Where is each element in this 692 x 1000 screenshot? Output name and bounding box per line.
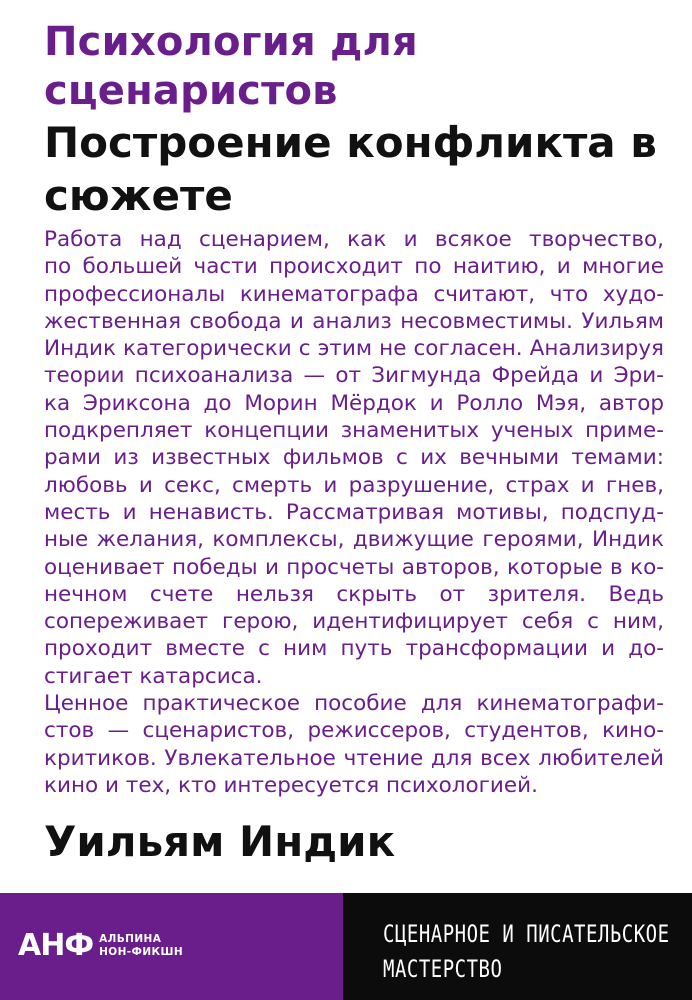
publisher-band: [0, 893, 343, 1000]
description-line: Индик категорически с этим не согласен. Анализируя: [44, 336, 664, 362]
publisher-logo: [18, 928, 184, 963]
description-line: жественная свобода и анализ несовместимы. Уильям: [44, 308, 664, 334]
description-line: подкрепляет концепции знаменитых ученых приме-: [44, 418, 664, 444]
description-line: критиков. Увлекательное чтение для всех любителей: [44, 745, 664, 771]
description-line: проходит вместе с ним путь трансформации и до-: [44, 636, 664, 662]
imprint-band: [343, 893, 692, 1000]
publisher-line: НОН-ФИКШН: [99, 946, 184, 958]
description-line: стигает катарсиса.: [44, 663, 263, 689]
description-line: оценивает победы и просчеты авторов, которые в ко-: [44, 554, 664, 580]
description-line: кино и тех, кто интересуется психологией.: [44, 772, 538, 798]
series-title: Психология для сценаристов: [44, 19, 418, 114]
description-line: Работа над сценарием, как и всякое творчество,: [44, 227, 664, 252]
description-line: любовь и секс, смерть и разрушение, страх и гнев,: [44, 472, 664, 498]
description-line: нечном счете нельзя скрыть от зрителя. Ведь: [44, 581, 664, 607]
publisher-line: АЛЬПИНА: [99, 933, 162, 945]
description-line: сопереживает герою, идентифицирует себя с ним,: [44, 609, 664, 635]
author-name: Уильям Индик: [44, 817, 396, 866]
logo-mark: АНФ: [18, 928, 94, 963]
publisher-name: [99, 933, 183, 959]
imprint-line: МАСТЕРСТВО: [383, 955, 503, 984]
description-line: рами из известных фильмов с их вечными темами:: [44, 445, 664, 471]
description-line: месть и ненависть. Рассматривая мотивы, подспуд-: [44, 499, 664, 525]
description-line: стов — сценаристов, режиссеров, студентов, кино-: [44, 718, 664, 744]
imprint-line: СЦЕНАРНОЕ И ПИСАТЕЛЬСКОЕ: [383, 920, 670, 949]
imprint-title: [383, 917, 670, 987]
book-title: Построение конфликта в сюжете: [44, 118, 657, 220]
description-line: по большей части происходит по наитию, и многие: [44, 254, 664, 280]
cover-description: [44, 226, 664, 799]
description-line: ные желания, комплексы, движущие героями, Индик: [44, 527, 664, 553]
description-line: ка Эриксона до Морин Мёрдок и Ролло Мэя, автор: [44, 390, 664, 416]
description-line: теории психоанализа — от Зигмунда Фрейда и Эри-: [44, 363, 664, 389]
description-line: Ценное практическое пособие для кинематографи-: [44, 691, 664, 717]
description-line: профессионалы кинематографа считают, что худо-: [44, 281, 664, 307]
